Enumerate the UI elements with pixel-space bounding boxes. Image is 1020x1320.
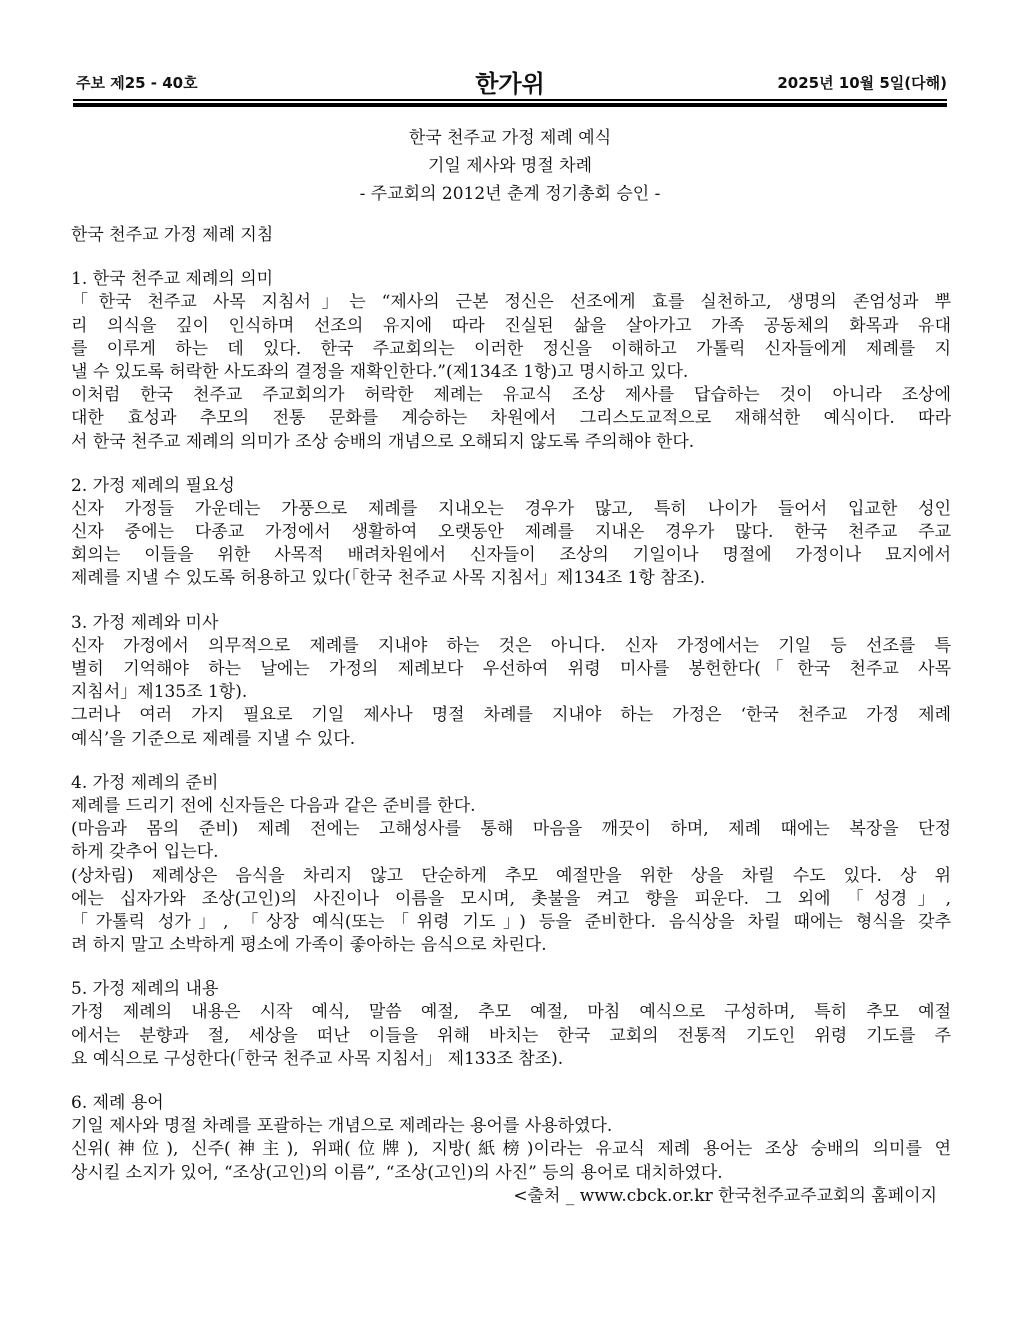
paragraph-line: 기일 제사와 명절 차례를 포괄하는 개념으로 제례라는 용어를 사용하였다.	[71, 1116, 613, 1137]
section-preparation	[71, 772, 951, 958]
paragraph-line: 가정 제례의 내용은 시작 예식, 말씀 예절, 추모 예절, 마침 예식으로 구성하며, 특히 추모 예절	[71, 1002, 951, 1023]
paragraph-line: 이처럼 한국 천주교 주교회의가 허락한 제례는 유교식 조상 제사를 답습하는 것이 아니라 조상에	[71, 385, 951, 406]
spacer	[71, 751, 951, 772]
section-heading: 4. 가정 제례의 준비	[71, 772, 219, 793]
section-content	[71, 978, 951, 1071]
section-heading: 3. 가정 제례와 미사	[71, 612, 219, 633]
paragraph-line: 서 한국 천주교 제례의 의미가 조상 숭배의 개념으로 오해되지 않도록 주의해야 한다.	[71, 431, 695, 452]
document-subtitle: 기일 제사와 명절 차례	[427, 156, 592, 176]
section-heading: 6. 제례 용어	[71, 1093, 164, 1113]
paragraph-line: 회의는 이들을 위한 사목적 배려차원에서 신자들이 조상의 기일이나 명절에 가정이나 묘지에서	[71, 545, 951, 566]
document-title-block	[300, 124, 720, 208]
paragraph-line: 하게 갖추어 입는다.	[71, 842, 219, 863]
spacer	[71, 591, 951, 612]
paragraph-line: 대한 효성과 추모의 전통 문화를 계승하는 차원에서 그리스도교적으로 재해석한 예식이다. 따라	[71, 408, 951, 429]
section-heading: 5. 가정 제례의 내용	[71, 979, 219, 1000]
paragraph-line: 제례를 드리기 전에 신자들은 다음과 같은 준비를 한다.	[71, 795, 476, 816]
section-terminology	[71, 1092, 951, 1208]
bulletin-title: 한가위	[475, 70, 545, 98]
bulletin-header	[73, 64, 947, 98]
paragraph-line: 신위(神位), 신주(神主), 위패(位牌), 지방(紙榜)이라는 유교식 제례 용어는 조상 숭배의 의미를 연	[71, 1139, 951, 1160]
paragraph-line: 예식’을 기준으로 제례를 지낼 수 있다.	[71, 728, 356, 749]
paragraph-line: 상시킬 소지가 있어, “조상(고인)의 이름”, “조상(고인)의 사진” 등의 용어로 대치하였다.	[71, 1162, 723, 1183]
header-divider-thick	[73, 103, 947, 107]
paragraph-line: 별히 기억해야 하는 날에는 가정의 제례보다 우선하여 위령 미사를 봉헌한다(「한국 천주교 사목	[71, 659, 951, 679]
issue-date: 2025년 10월 5일(다해)	[777, 74, 947, 92]
paragraph-line: 「가톨릭 성가」, 「상장 예식(또는「위령 기도」) 등을 준비한다. 음식상을 차릴 때에는 형식을 갖추	[71, 911, 951, 932]
paragraph-line: 리 의식을 깊이 인식하며 선조의 유지에 따라 진실된 삶을 살아가고 가족 공동체의 화목과 유대	[71, 315, 951, 336]
paragraph-line: 에서는 분향과 절, 세상을 떠난 이들을 위해 바치는 한국 교회의 전통적 기도인 위령 기도를 주	[71, 1025, 951, 1046]
header-divider-thin	[73, 99, 947, 101]
document-title: 한국 천주교 가정 제례 예식	[408, 128, 612, 148]
paragraph-line: 요 예식으로 구성한다(「한국 천주교 사목 지침서」 제133조 참조).	[71, 1048, 564, 1069]
paragraph-line: (마음과 몸의 준비) 제례 전에는 고해성사를 통해 마음을 깨끗이 하며, 제례 때에는 복장을 단정	[71, 819, 951, 840]
spacer	[71, 454, 951, 475]
section-necessity	[71, 475, 951, 591]
paragraph-line: 지침서」제135조 1항).	[71, 682, 248, 703]
section-mass	[71, 612, 951, 751]
spacer	[71, 247, 951, 268]
source-citation: <출처 _ www.cbck.or.kr 한국천주교주교회의 홈페이지	[513, 1185, 937, 1206]
paragraph-line: 제례를 지낼 수 있도록 허용하고 있다(「한국 천주교 사목 지침서」제134조 1항 참조).	[71, 568, 706, 589]
approval-note: - 주교회의 2012년 춘계 정기총회 승인 -	[359, 184, 661, 204]
paragraph-line: 「한국 천주교 사목 지침서」는 “제사의 근본 정신은 선조에게 효를 실천하고, 생명의 존엄성과 뿌	[71, 292, 951, 313]
paragraph-line: 에는 십자가와 조상(고인)의 사진이나 이름을 모시며, 촛불을 켜고 향을 피운다. 그 외에 「성경」,	[71, 888, 951, 909]
section-heading: 1. 한국 천주교 제례의 의미	[71, 269, 274, 290]
paragraph-line: 그러나 여러 가지 필요로 기일 제사나 명절 차례를 지내야 하는 가정은 ‘한국 천주교 가정 제례	[71, 705, 951, 726]
section-heading: 2. 가정 제례의 필요성	[71, 475, 235, 496]
spacer	[71, 1071, 951, 1092]
section-meaning	[71, 268, 951, 454]
paragraph-line: 신자 가정들 가운데는 가풍으로 제례를 지내오는 경우가 많고, 특히 나이가 들어서 입교한 성인	[71, 498, 951, 519]
paragraph-line: 신자 가정에서 의무적으로 제례를 지내야 하는 것은 아니다. 신자 가정에서는 기일 등 선조를 특	[71, 635, 951, 656]
guideline-heading: 한국 천주교 가정 제례 지침	[71, 225, 274, 245]
issue-number: 주보 제25 - 40호	[76, 74, 198, 92]
paragraph-line: 를 이루게 하는 데 있다. 한국 주교회의는 이러한 정신을 이해하고 가톨릭 신자들에게 제례를 지	[71, 338, 951, 359]
paragraph-line: (상차림) 제례상은 음식을 차리지 않고 단순하게 추모 예절만을 위한 상을 차릴 수도 있다. 상 위	[71, 865, 951, 886]
paragraph-line: 낼 수 있도록 허락한 사도좌의 결정을 재확인한다.”(제134조 1항)고 명시하고 있다.	[71, 361, 689, 382]
document-body	[71, 224, 951, 1208]
paragraph-line: 려 하지 말고 소박하게 평소에 가족이 좋아하는 음식으로 차린다.	[71, 935, 547, 956]
paragraph-line: 신자 중에는 다종교 가정에서 생활하여 오랫동안 제례를 지내온 경우가 많다. 한국 천주교 주교	[71, 522, 951, 543]
spacer	[71, 957, 951, 978]
